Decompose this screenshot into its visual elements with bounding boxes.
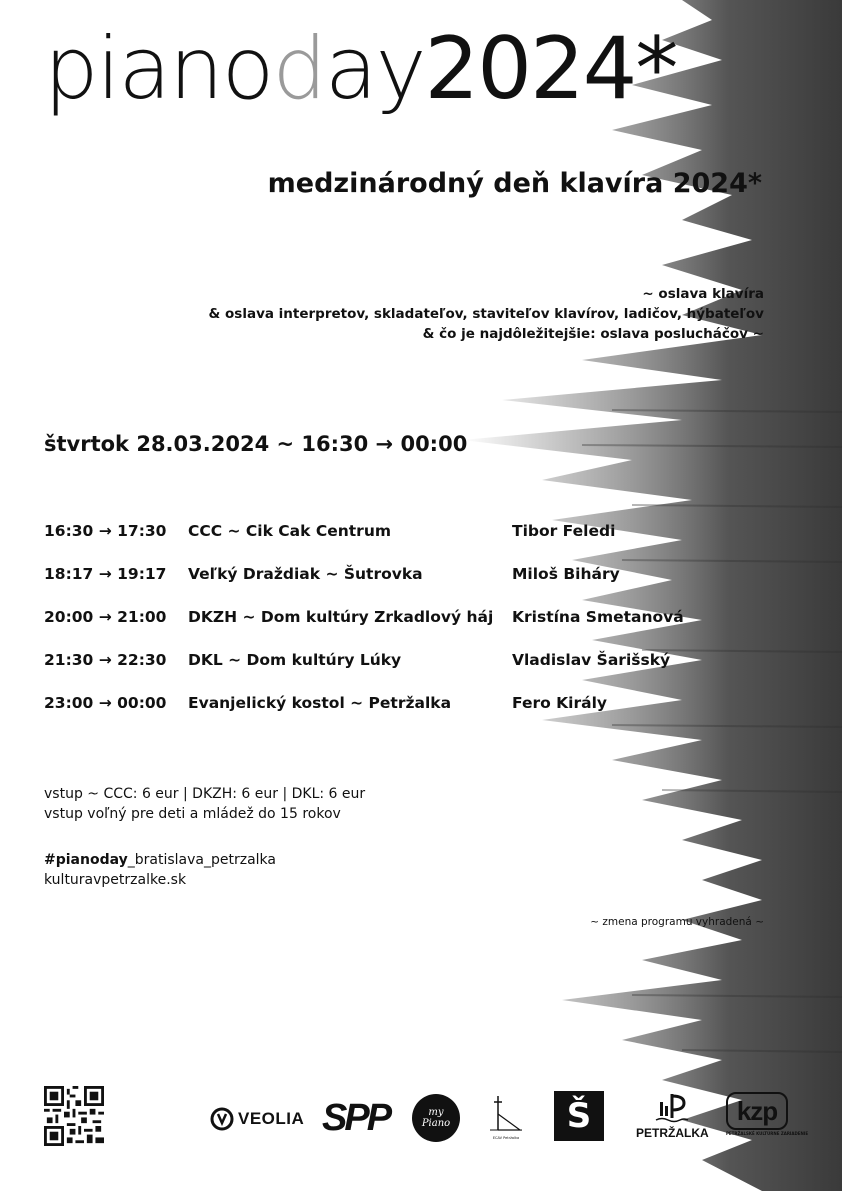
kzp-subtext: PETRŽALSKÉ KULTÚRNE ZARIADENIE xyxy=(726,1131,809,1136)
schedule-time: 16:30 → 17:30 xyxy=(44,522,167,540)
kzp-text: kzp xyxy=(736,1096,778,1126)
schedule-venue: DKZH ~ Dom kultúry Zrkadlový háj xyxy=(188,608,494,626)
veolia-mark-icon xyxy=(210,1107,234,1131)
subtitle: medzinárodný deň klavíra 2024* xyxy=(267,168,762,199)
s-logo xyxy=(554,1091,604,1141)
qr-code[interactable] xyxy=(44,1086,104,1146)
website-link[interactable]: kulturavpetrzalke.sk xyxy=(44,872,187,888)
schedule-artist: Tibor Feledi xyxy=(512,522,616,540)
schedule-artist: Fero Király xyxy=(512,694,608,712)
petrzalka-logo xyxy=(636,1090,708,1144)
spp-text: SPP xyxy=(322,1097,390,1139)
church-logo xyxy=(486,1092,526,1142)
hashtag-rest: _bratislava_petrzalka xyxy=(127,852,276,868)
sponsor-bar xyxy=(0,1086,842,1146)
schedule-time: 21:30 → 22:30 xyxy=(44,651,167,669)
schedule-venue: CCC ~ Cik Cak Centrum xyxy=(188,522,391,540)
schedule-artist: Kristína Smetanová xyxy=(512,608,684,626)
hashtag-bold: #pianoday xyxy=(44,852,128,868)
title-d-letter: d xyxy=(272,19,325,119)
mypiano-text: my Piano xyxy=(421,1107,451,1129)
kzp-logo xyxy=(726,1092,809,1140)
schedule-artist: Miloš Biháry xyxy=(512,565,620,583)
s-logo-text: Š xyxy=(566,1096,592,1136)
church-icon xyxy=(486,1092,526,1132)
schedule-artist: Vladislav Šarišský xyxy=(512,651,671,669)
schedule-time: 20:00 → 21:00 xyxy=(44,608,167,626)
tagline-line: ~ oslava klavíra xyxy=(642,286,764,302)
program-note: ~ zmena programu vyhradená ~ xyxy=(590,916,764,928)
petrzalka-mark-icon xyxy=(654,1090,690,1124)
church-text: ECAV Petržalka xyxy=(492,1136,520,1140)
event-date: štvrtok 28.03.2024 ~ 16:30 → 00:00 xyxy=(44,432,468,456)
tagline-line: & oslava interpretov, skladateľov, staviteľov klavírov, ladičov, hýbateľov xyxy=(208,306,764,322)
petrzalka-text: PETRŽALKA xyxy=(636,1126,709,1140)
schedule-venue: DKL ~ Dom kultúry Lúky xyxy=(188,651,402,669)
schedule-time: 23:00 → 00:00 xyxy=(44,694,167,712)
title-prefix: piano xyxy=(44,19,273,119)
schedule-venue: Veľký Draždiak ~ Šutrovka xyxy=(188,565,423,583)
schedule-time: 18:17 → 19:17 xyxy=(44,565,167,583)
veolia-text: VEOLIA xyxy=(238,1109,305,1128)
schedule-venue: Evanjelický kostol ~ Petržalka xyxy=(188,694,452,712)
entry-free: vstup voľný pre deti a mládež do 15 rokov xyxy=(44,806,341,822)
hashtag xyxy=(44,850,365,870)
tagline xyxy=(209,284,764,344)
veolia-logo xyxy=(210,1106,304,1132)
tagline-line: & čo je najdôležitejšie: oslava poslucháčov ~ xyxy=(422,326,764,342)
title-year: 2024* xyxy=(424,19,677,119)
mypiano-logo xyxy=(412,1094,460,1142)
page-title xyxy=(44,19,677,119)
info-block xyxy=(44,784,365,890)
spp-logo xyxy=(322,1098,394,1138)
entry-prices: vstup ~ CCC: 6 eur | DKZH: 6 eur | DKL: 6 eur xyxy=(44,786,366,802)
title-suffix: ay xyxy=(324,19,425,119)
